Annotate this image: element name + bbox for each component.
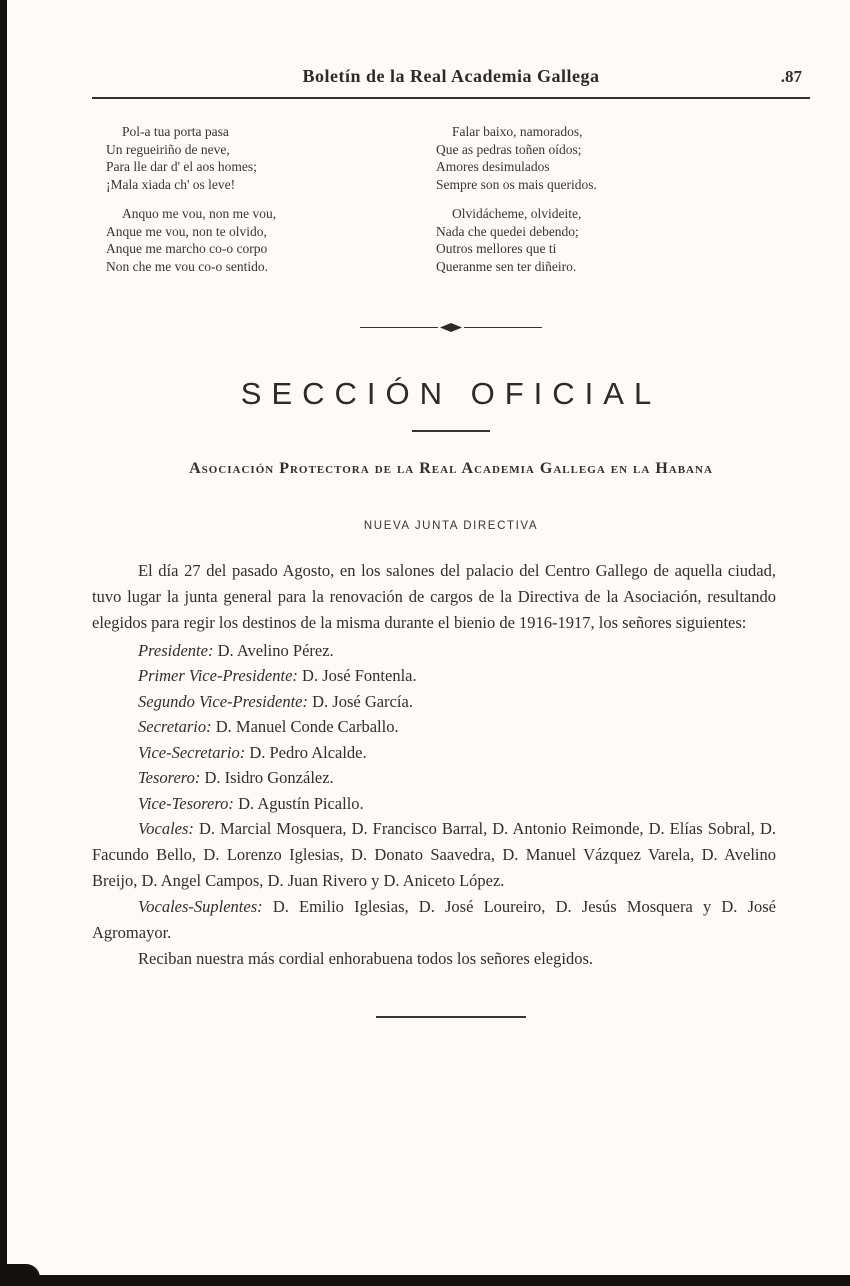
verse-line: Que as pedras toñen oídos; xyxy=(436,141,582,157)
section-title: SECCIÓN OFICIAL xyxy=(240,376,662,411)
officer-item xyxy=(92,740,776,766)
officer-name: D. Avelino Pérez. xyxy=(217,640,334,660)
officer-role: Primer Vice-Presidente: xyxy=(138,666,298,685)
officer-role: Segundo Vice-Presidente: xyxy=(138,691,308,711)
verse-line: ¡Mala xiada ch' os leve! xyxy=(106,176,236,192)
page-header xyxy=(92,66,810,92)
officer-role: Presidente: xyxy=(138,640,214,660)
page-number: .87 xyxy=(780,67,802,86)
officer-role: Tesorero: xyxy=(138,768,201,787)
closing-paragraph: Reciban nuestra más cordial enhorabuena todos los señores elegidos. xyxy=(138,949,593,968)
poem-right-column xyxy=(436,123,597,275)
officer-item xyxy=(92,714,776,740)
officer-item xyxy=(92,765,776,791)
verse-line: Anque me vou, non te olvido, xyxy=(106,223,267,239)
poem-left-column xyxy=(106,123,436,275)
scan-corner-artifact xyxy=(0,1264,40,1286)
suplentes-names: D. Emilio Iglesias, D. José Loureiro, D. Jesús Mosquera y D. José Agromayor. xyxy=(92,897,777,942)
stanza xyxy=(106,205,436,275)
diamond-ornament-icon xyxy=(440,323,462,332)
suplentes-paragraph xyxy=(92,894,776,946)
vocales-role: Vocales: xyxy=(138,819,194,838)
association-heading: Asociación Protectora de la Real Academia Gallega en la Habana xyxy=(189,459,713,477)
junta-directiva-heading: NUEVA JUNTA DIRECTIVA xyxy=(363,519,539,532)
verse-line: Falar baixo, namorados, xyxy=(452,124,583,139)
officer-name: D. José Fontenla. xyxy=(302,666,417,685)
stanza xyxy=(436,205,597,275)
officer-name: D. Manuel Conde Carballo. xyxy=(215,717,399,736)
officer-item xyxy=(92,791,776,817)
verse-line: Anquo me vou, non me vou, xyxy=(122,206,277,221)
verse-line: Outros mellores que ti xyxy=(436,241,557,256)
section-divider xyxy=(92,323,810,332)
officer-name: D. José García. xyxy=(312,691,413,711)
officers-list xyxy=(92,638,776,817)
verse-line: Nada che quedei debendo; xyxy=(436,223,579,239)
verse-line: Amores desimulados xyxy=(436,159,550,174)
verse-line: Sempre son os mais queridos. xyxy=(436,176,597,192)
verse-line: Olvidácheme, olvideite, xyxy=(452,206,582,221)
verse-line: Anque me marcho co-o corpo xyxy=(106,241,268,256)
officer-name: D. Agustín Picallo. xyxy=(238,793,364,813)
officer-name: D. Pedro Alcalde. xyxy=(249,742,367,762)
scan-edge-left xyxy=(0,0,7,1286)
verse-line: Pol-a tua porta pasa xyxy=(122,124,229,139)
officer-item xyxy=(92,663,776,689)
stanza xyxy=(436,123,597,193)
verse-line: Para lle dar d' el aos homes; xyxy=(106,159,257,174)
verse-line: Un regueiriño de neve, xyxy=(106,141,230,157)
header-rule xyxy=(92,97,810,99)
vocales-paragraph xyxy=(92,816,776,894)
officer-role: Vice-Secretario: xyxy=(138,742,246,762)
scan-edge-bottom xyxy=(0,1275,850,1286)
title-rule xyxy=(412,430,490,432)
verse-line: Non che me vou co-o sentido. xyxy=(106,258,268,274)
officer-role: Vice-Tesorero: xyxy=(138,793,234,813)
vocales-names: D. Marcial Mosquera, D. Francisco Barral, D. Antonio Reimonde, D. Elías Sobral, D. Facundo Bello, D. Lorenzo Iglesias, D. Donato Saavedra, D. Manuel Vázquez Varela, D. Avelino Breijo, D. Angel Campos, D. Juan Rivero y D. Aniceto López. xyxy=(92,819,777,890)
officer-name: D. Isidro González. xyxy=(204,768,334,787)
officer-item xyxy=(92,638,776,664)
intro-paragraph: El día 27 del pasado Agosto, en los salones del palacio del Centro Gallego de aquella ciudad, tuvo lugar la junta general para la renovación de cargos de la Directiva de la Asociación, resultando elegidos para regir los destinos de la misma durante el bienio de 1916-1917, los señores siguientes: xyxy=(92,560,776,632)
divider-line xyxy=(360,327,438,329)
article-body xyxy=(92,558,810,973)
verse-line: Queranme sen ter diñeiro. xyxy=(436,258,577,274)
poems-section xyxy=(92,123,810,275)
officer-role: Secretario: xyxy=(138,717,212,736)
bottom-rule xyxy=(376,1016,526,1018)
divider-line xyxy=(464,327,542,329)
stanza xyxy=(106,123,436,193)
officer-item xyxy=(92,689,776,715)
journal-title: Boletín de la Real Academia Gallega xyxy=(302,66,600,86)
suplentes-role: Vocales-Suplentes: xyxy=(138,897,263,916)
